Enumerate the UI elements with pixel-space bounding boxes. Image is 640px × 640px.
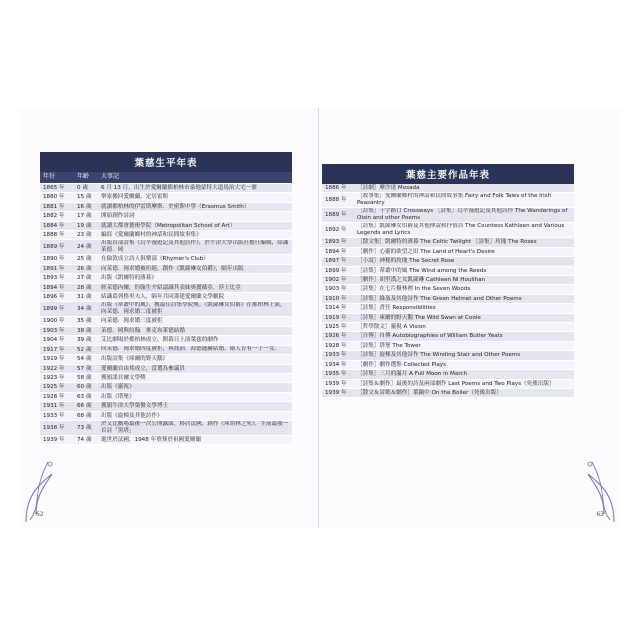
table-row xyxy=(322,266,574,275)
entry-cell: ［詩集］塔堡 The Tower xyxy=(354,341,574,350)
age-cell: 58 歲 xyxy=(74,373,98,382)
table-row xyxy=(40,345,292,354)
table-row xyxy=(322,379,574,388)
age-cell: 26 歲 xyxy=(74,264,98,273)
entry-cell: 在倫敦成立詩人俱樂部（Rhymer's Club） xyxy=(98,255,292,264)
header-year: 年份 xyxy=(40,172,74,184)
entry-cell: 茉德．岡與約翰．麥克布萊德結婚 xyxy=(98,326,292,335)
entry-cell: 向茉德．岡求婚四度被拒，與喬治．海德麗赫結婚，兩人育有一子一女。 xyxy=(98,345,292,354)
table-row xyxy=(322,313,574,322)
flourish-ornament-left xyxy=(22,454,62,524)
entry-cell: 出版詩集《庫爾的野天鵝》 xyxy=(98,355,292,364)
age-cell: 31 歲 xyxy=(74,293,98,302)
year-cell: 1886 年 xyxy=(322,184,354,193)
year-cell: 1935 年 xyxy=(322,370,354,379)
age-cell: 15 歲 xyxy=(74,193,98,202)
age-cell: 23 歲 xyxy=(74,231,98,240)
entry-cell: 經茉德內爾，約翰生介紹認識其表妹奧麗薇亞．莎士比亞 xyxy=(98,283,292,292)
entry-cell: 6 月 13 日，出生於愛爾蘭都柏林市桑地蒙特大道馬治大宅一號 xyxy=(98,184,292,193)
entry-cell: 向茉德．岡求婚被拒絕，創作《凱薩琳女伯爵》，隔年出版 xyxy=(98,264,292,273)
year-cell: 1899 年 xyxy=(40,302,74,317)
year-cell: 1928 年 xyxy=(40,392,74,401)
table-row xyxy=(40,392,292,401)
table-row xyxy=(40,231,292,240)
year-cell: 1933 年 xyxy=(322,351,354,360)
table-row xyxy=(322,388,574,397)
year-cell: 1894 年 xyxy=(40,283,74,292)
table-row xyxy=(40,221,292,230)
page-number-right: 63 xyxy=(596,511,604,518)
year-cell: 1939 年 xyxy=(322,379,354,388)
age-cell: 19 歲 xyxy=(74,221,98,230)
entry-cell: ［詩集］十字路口 Crossways ［詩集］烏辛漫遊記及其他詩作 The Wanderings of Oisin and other Poems xyxy=(354,208,574,223)
age-cell: 39 歲 xyxy=(74,336,98,345)
year-cell: 1922 年 xyxy=(40,364,74,373)
entry-cell: ［詩集］葦叢中的風 The Wind among the Reeds xyxy=(354,266,574,275)
year-cell: 1917 年 xyxy=(40,345,74,354)
table-row xyxy=(40,355,292,364)
table-row xyxy=(40,383,292,392)
age-cell: 35 歲 xyxy=(74,317,98,326)
entry-cell: 出版《塔堡》 xyxy=(98,392,292,401)
entry-cell: 愛爾蘭自由邦成立，當選為參議員 xyxy=(98,364,292,373)
year-cell: 1880 年 xyxy=(40,193,74,202)
entry-cell: 向茉德．岡求婚三度被拒 xyxy=(98,317,292,326)
entry-cell: ［詩集＆劇作］最後的詩及兩部劇作 Last Poems and Two Plays（死後出版） xyxy=(354,379,574,388)
year-cell: 1894 年 xyxy=(322,247,354,256)
entry-cell: ［哲學散文］靈視 A Vision xyxy=(354,323,574,332)
year-cell: 1892 年 xyxy=(322,223,354,238)
page-number-left: 62 xyxy=(36,511,44,518)
table-row xyxy=(40,317,292,326)
entry-cell: ［劇作］胡里漢之女凱薩琳 Cathleen Ni Houlihan xyxy=(354,276,574,285)
year-cell: 1914 年 xyxy=(322,304,354,313)
year-cell: 1939 年 xyxy=(322,388,354,397)
entry-cell: 於艾比劇場最後一次公開露面，移居法國，創作《庫胡林之死》，生前最後一首詩「黑塔」 xyxy=(98,420,292,435)
right-page xyxy=(320,108,622,528)
table-row xyxy=(322,304,574,313)
table-row xyxy=(322,247,574,256)
age-cell: 27 歲 xyxy=(74,274,98,283)
table-row xyxy=(322,360,574,369)
entry-cell: ［劇作］劇作選集 Collected Plays xyxy=(354,360,574,369)
entry-cell: 出版《靈視》 xyxy=(98,383,292,392)
entry-cell: 結識葛列格里夫人，隔年共同籌建愛爾蘭文學劇院 xyxy=(98,293,292,302)
year-cell: 1925 年 xyxy=(40,383,74,392)
entry-cell: 逝世於法國，1948 年重葬於祖國愛爾蘭 xyxy=(98,435,292,444)
age-cell: 38 歲 xyxy=(74,326,98,335)
year-cell: 1896 年 xyxy=(40,293,74,302)
entry-cell: 舉家搬回愛爾蘭，定居霍斯 xyxy=(98,193,292,202)
entry-cell: ［劇作］心靈的欲望之田 The Land of Heart's Desire xyxy=(354,247,574,256)
year-cell: 1904 年 xyxy=(40,336,74,345)
table-row xyxy=(322,208,574,223)
age-cell: 74 歲 xyxy=(74,435,98,444)
table-row xyxy=(322,223,574,238)
table-row xyxy=(40,402,292,411)
age-cell: 63 歲 xyxy=(74,392,98,401)
entry-cell: ［詩集］三月的滿月 A Full Moon in March xyxy=(354,370,574,379)
table-row xyxy=(40,212,292,221)
age-cell: 24 歲 xyxy=(74,240,98,255)
table-row xyxy=(40,435,292,444)
table-row xyxy=(322,193,574,208)
age-cell: 73 歲 xyxy=(74,420,98,435)
entry-cell: ［詩集］在七片樹林裡 In the Seven Woods xyxy=(354,285,574,294)
year-cell: 1865 年 xyxy=(40,184,74,193)
table-row xyxy=(40,326,292,335)
entry-cell: ［詩集］責任 Responsibilities xyxy=(354,304,574,313)
table-row xyxy=(40,293,292,302)
table-row xyxy=(322,238,574,247)
year-cell: 1926 年 xyxy=(322,332,354,341)
entry-cell: 出版《葦叢中的風》，獲最佳詩集學院獎。《凱薩琳女伯爵》在都柏林上演，向茉德．岡求婚二度被拒 xyxy=(98,302,292,317)
entry-cell: 開始創作詩詞 xyxy=(98,212,292,221)
table-row xyxy=(322,276,574,285)
table-row xyxy=(40,255,292,264)
table-row xyxy=(40,411,292,420)
age-cell: 25 歲 xyxy=(74,255,98,264)
table-row xyxy=(40,302,292,317)
age-cell: 60 歲 xyxy=(74,383,98,392)
year-cell: 1903 年 xyxy=(40,326,74,335)
entry-cell: ［小說］神秘的玫瑰 The Secret Rose xyxy=(354,257,574,266)
entry-cell: 獲頒諾貝爾文學獎 xyxy=(98,373,292,382)
entry-cell: 艾比劇場於都柏林成立，開幕日上演葉慈的劇作 xyxy=(98,336,292,345)
age-cell: 54 歲 xyxy=(74,355,98,364)
entry-cell: ［詩集］庫爾的野天鵝 The Wild Swan at Coole xyxy=(354,313,574,322)
table-row xyxy=(40,336,292,345)
header-age: 年齡 xyxy=(74,172,98,184)
table-row xyxy=(40,373,292,382)
header-events: 大事記 xyxy=(98,172,292,184)
year-cell: 1923 年 xyxy=(40,373,74,382)
table-row xyxy=(40,202,292,211)
table-row xyxy=(322,323,574,332)
year-cell: 1893 年 xyxy=(40,274,74,283)
entry-cell: 就讀大都會藝術學院（Metropolitan School of Art） xyxy=(98,221,292,230)
year-cell: 1891 年 xyxy=(40,264,74,273)
table-row xyxy=(322,257,574,266)
year-cell: 1881 年 xyxy=(40,202,74,211)
entry-cell: 出版《旋梯及其他詩作》 xyxy=(98,411,292,420)
table-row xyxy=(322,351,574,360)
year-cell: 1919 年 xyxy=(40,355,74,364)
year-cell: 1928 年 xyxy=(322,341,354,350)
entry-cell: ［詩集］綠盔及其他詩作 The Green Helmet and Other Poems xyxy=(354,294,574,303)
year-cell: 1888 年 xyxy=(322,193,354,208)
year-cell: 1888 年 xyxy=(40,231,74,240)
table-row xyxy=(40,193,292,202)
year-cell: 1884 年 xyxy=(40,221,74,230)
year-cell: 1938 年 xyxy=(40,420,74,435)
entry-cell: 獲頒牛津大學榮譽文學博士 xyxy=(98,402,292,411)
table-row xyxy=(40,283,292,292)
works-title: 葉慈主要作品年表 xyxy=(322,164,574,184)
year-cell: 1889 年 xyxy=(40,240,74,255)
entry-cell: 就讀都柏林的伊雷斯摩斯．史密斯中學（Erasmus Smith） xyxy=(98,202,292,211)
flourish-ornament-right xyxy=(578,454,618,524)
year-cell: 1934 年 xyxy=(322,360,354,369)
table-row xyxy=(40,420,292,435)
table-row xyxy=(40,364,292,373)
entry-cell: 出版首部詩集《烏辛漫遊記及其他詩作》，於牛津大學出版社擔任編輯，結識茉德．岡 xyxy=(98,240,292,255)
year-cell: 1933 年 xyxy=(40,411,74,420)
age-cell: 68 歲 xyxy=(74,411,98,420)
year-cell: 1899 年 xyxy=(322,266,354,275)
entry-cell: ［詩集］凱薩琳女伯爵及其他傳說和抒情詩 The Countess Kathleen and Various Legends and Lyrics xyxy=(354,223,574,238)
age-cell: 34 歲 xyxy=(74,302,98,317)
year-cell: 1931 年 xyxy=(40,402,74,411)
year-cell: 1889 年 xyxy=(322,208,354,223)
age-cell: 17 歲 xyxy=(74,212,98,221)
year-cell: 1882 年 xyxy=(40,212,74,221)
table-row xyxy=(322,294,574,303)
entry-cell: 出版《凱爾特的薄暮》 xyxy=(98,274,292,283)
entry-cell: ［詩劇］摩沙達 Mosada xyxy=(354,184,574,193)
year-cell: 1893 年 xyxy=(322,238,354,247)
year-cell: 1919 年 xyxy=(322,313,354,322)
works-timeline-table xyxy=(322,164,574,398)
age-cell: 57 歲 xyxy=(74,364,98,373)
year-cell: 1897 年 xyxy=(322,257,354,266)
table-row xyxy=(40,240,292,255)
year-cell: 1925 年 xyxy=(322,323,354,332)
table-row xyxy=(40,184,292,193)
table-row xyxy=(322,184,574,193)
year-cell: 1890 年 xyxy=(40,255,74,264)
table-row xyxy=(322,332,574,341)
book-spread xyxy=(18,108,622,528)
timeline-title: 葉慈生平年表 xyxy=(40,152,292,172)
age-cell: 52 歲 xyxy=(74,345,98,354)
entry-cell: ［自傳］自傳 Autobiographies of William Butler Yeats xyxy=(354,332,574,341)
age-cell: 0 歲 xyxy=(74,184,98,193)
entry-cell: ［散文集］凱爾特的薄暮 The Celtic Twilight ［詩集］玫瑰 The Roses xyxy=(354,238,574,247)
age-cell: 16 歲 xyxy=(74,202,98,211)
table-row xyxy=(322,285,574,294)
entry-cell: ［散文＆詩歌＆劇作］葉鍋中 On the Boiler（死後出版） xyxy=(354,388,574,397)
entry-cell: ［詩集］旋梯及其他詩作 The Winding Stair and Other Poems xyxy=(354,351,574,360)
year-cell: 1902 年 xyxy=(322,276,354,285)
table-row xyxy=(40,274,292,283)
year-cell: 1903 年 xyxy=(322,285,354,294)
table-row xyxy=(40,264,292,273)
entry-cell: ［故事集］愛爾蘭鄉村的神話和民間故事集 Fairy and Folk Tales of the Irish Peasantry xyxy=(354,193,574,208)
year-cell: 1939 年 xyxy=(40,435,74,444)
left-page xyxy=(18,108,319,528)
life-timeline-table xyxy=(40,152,292,445)
year-cell: 1900 年 xyxy=(40,317,74,326)
table-row xyxy=(322,341,574,350)
entry-cell: 編寫《愛爾蘭鄉村的神話和民間故事集》 xyxy=(98,231,292,240)
age-cell: 28 歲 xyxy=(74,283,98,292)
year-cell: 1910 年 xyxy=(322,294,354,303)
age-cell: 66 歲 xyxy=(74,402,98,411)
table-row xyxy=(322,370,574,379)
